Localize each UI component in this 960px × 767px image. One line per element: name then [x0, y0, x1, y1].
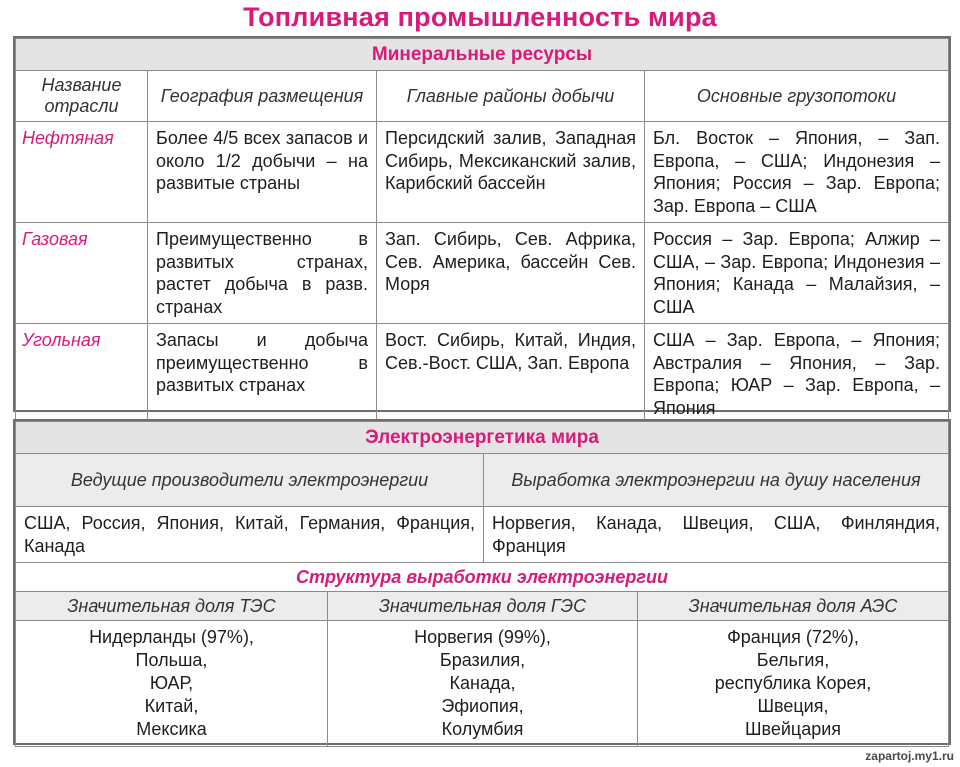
ges-header: Значительная доля ГЭС — [328, 592, 638, 621]
section-heading: Минеральные ресурсы — [16, 39, 949, 71]
tes-countries — [16, 621, 328, 747]
structure-heading: Структура выработки электроэнергии — [16, 563, 949, 592]
aes-header: Значительная доля АЭС — [638, 592, 949, 621]
list-item: Эфиопия, — [441, 696, 524, 716]
flows-cell: Россия – Зар. Европа; Алжир – США, – Зар. Европа; Индонезия – Япония; Канада – Малайзия, – США — [645, 223, 949, 324]
tes-header: Значительная доля ТЭС — [16, 592, 328, 621]
producers-cell: США, Россия, Япония, Китай, Германия, Франция, Канада — [16, 507, 484, 563]
structure-table — [15, 562, 949, 747]
list-item: Франция (72%), — [727, 627, 859, 647]
watermark: zapartoj.my1.ru — [865, 749, 954, 763]
flows-cell: Бл. Восток – Япония, – Зап. Европа, – США; Индонезия – Япония; Россия – Зар. Европа; Зар. Европа – США — [645, 122, 949, 223]
list-item: Колумбия — [441, 719, 524, 739]
branch-name: Угольная — [16, 324, 148, 425]
mineral-resources-table — [15, 38, 949, 425]
branch-name: Нефтяная — [16, 122, 148, 223]
column-header: Название отрасли — [16, 71, 148, 122]
regions-cell: Вост. Сибирь, Китай, Индия, Сев.-Вост. США, Зап. Европа — [377, 324, 645, 425]
table-row — [16, 122, 949, 223]
list-item: Швеция, — [757, 696, 829, 716]
table-row — [16, 324, 949, 425]
list-item: Нидерланды (97%), — [89, 627, 254, 647]
regions-cell: Зап. Сибирь, Сев. Африка, Сев. Америка, бассейн Сев. Моря — [377, 223, 645, 324]
ges-countries — [328, 621, 638, 747]
list-item: Мексика — [136, 719, 207, 739]
column-header: География размещения — [148, 71, 377, 122]
electro-table — [15, 421, 949, 563]
electro-section — [13, 419, 951, 745]
aes-countries — [638, 621, 949, 747]
page-title: Топливная промышленность мира — [243, 2, 717, 32]
section-heading: Электроэнергетика мира — [16, 422, 949, 454]
list-item: республика Корея, — [714, 673, 872, 693]
geography-cell: Запасы и добыча преимущественно в развитых странах — [148, 324, 377, 425]
list-item: Китай, — [144, 696, 199, 716]
list-item: Норвегия (99%), — [414, 627, 551, 647]
geography-cell: Преимущественно в развитых странах, растет добыча в разв. странах — [148, 223, 377, 324]
branch-name: Газовая — [16, 223, 148, 324]
list-item: Швейцария — [744, 719, 842, 739]
table-row — [16, 223, 949, 324]
list-item: Канада, — [449, 673, 516, 693]
per-capita-cell: Норвегия, Канада, Швеция, США, Финляндия, Франция — [484, 507, 949, 563]
regions-cell: Персидский залив, Западная Сибирь, Мексиканский залив, Карибский бассейн — [377, 122, 645, 223]
mineral-resources-section — [13, 36, 951, 418]
column-header: Главные районы добычи — [377, 71, 645, 122]
list-item: ЮАР, — [149, 673, 194, 693]
column-header: Основные грузопотоки — [645, 71, 949, 122]
list-item: Бельгия, — [756, 650, 830, 670]
flows-cell: США – Зар. Европа, – Япония; Австралия – Япония, – Зар. Европа; ЮАР – Зар. Европа, – Япония — [645, 324, 949, 425]
list-item: Польша, — [135, 650, 208, 670]
per-capita-header: Выработка электроэнергии на душу населения — [484, 454, 949, 507]
geography-cell: Более 4/5 всех запасов и около 1/2 добычи – на развитые страны — [148, 122, 377, 223]
producers-header: Ведущие производители электроэнергии — [16, 454, 484, 507]
list-item: Бразилия, — [439, 650, 526, 670]
